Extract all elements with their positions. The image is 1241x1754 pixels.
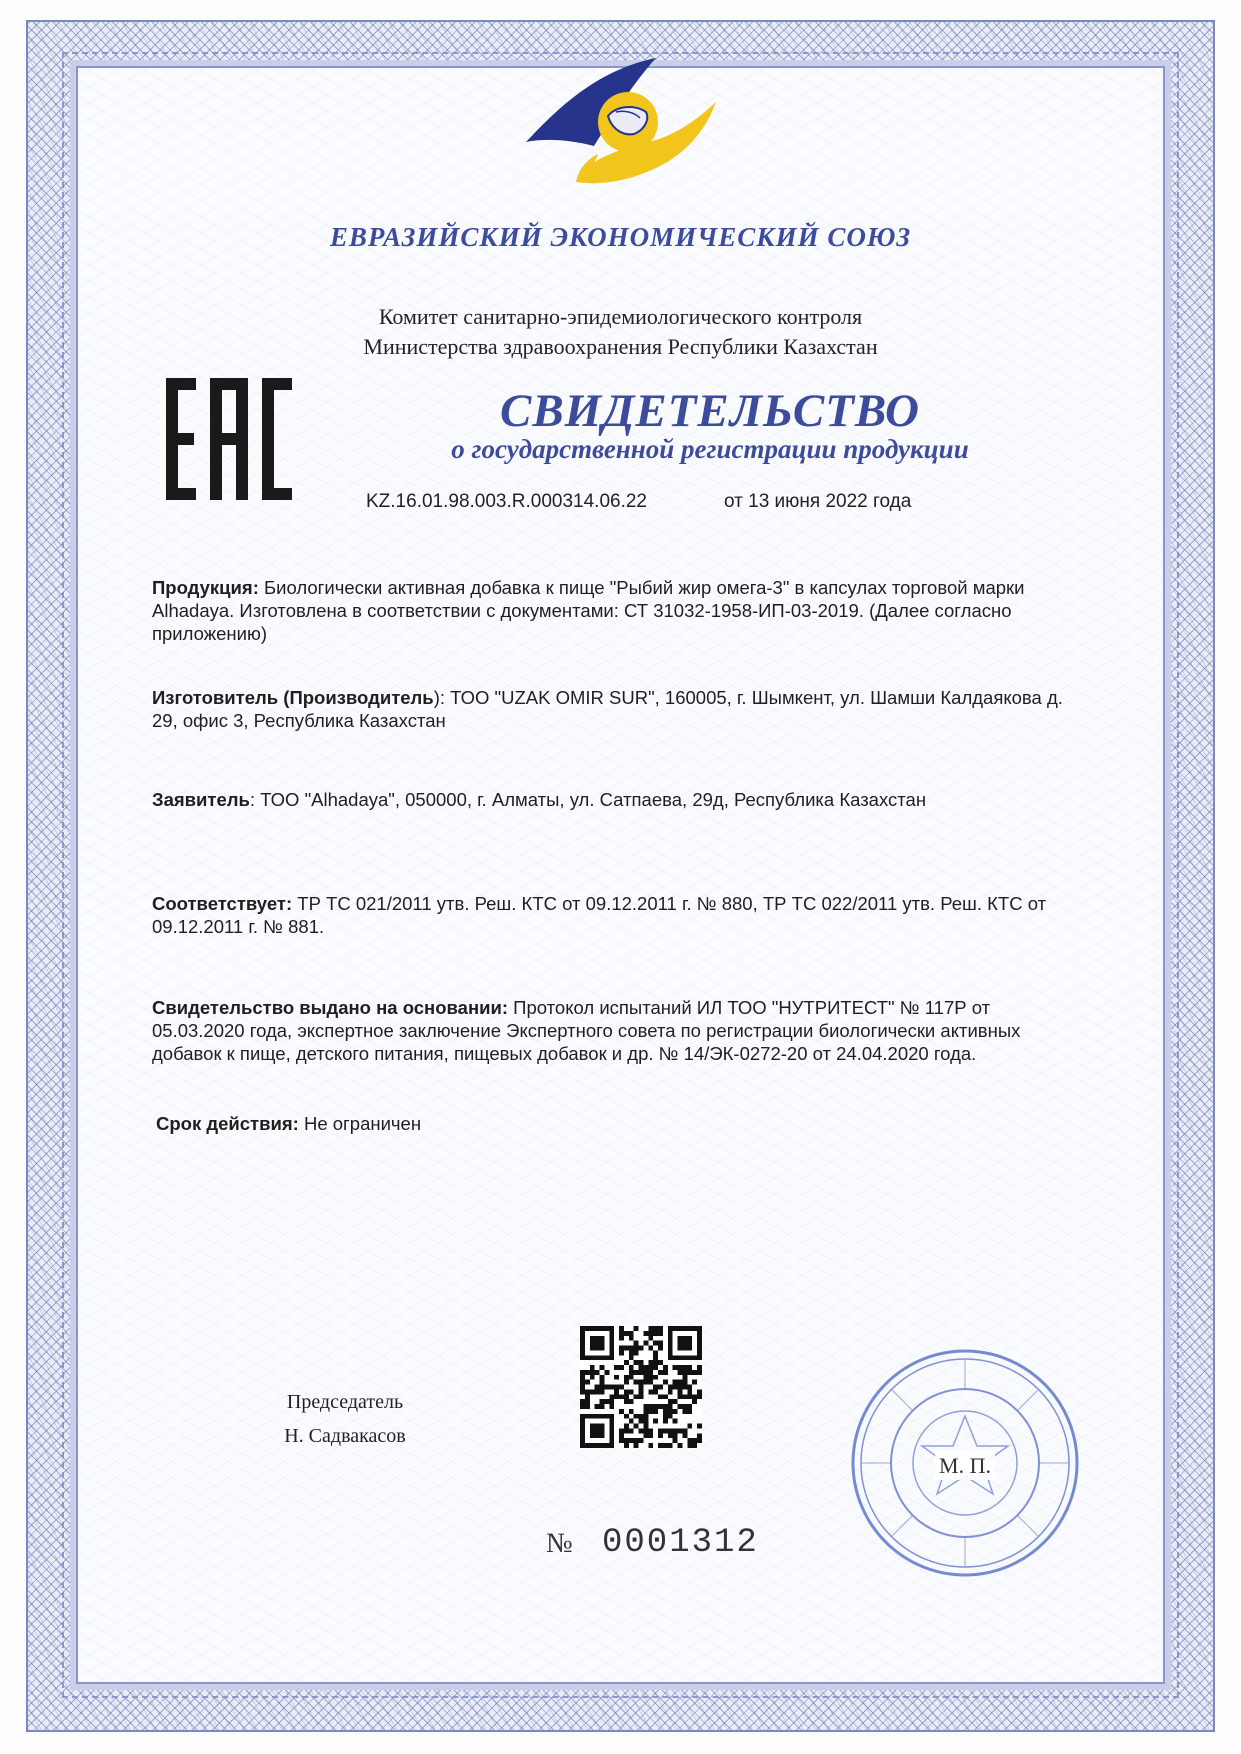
chairman-title: Председатель: [286, 1391, 404, 1413]
conforms-label: Соответствует:: [152, 893, 293, 914]
basis-text: Протокол испытаний ИЛ ТОО "НУТРИТЕСТ" № 117Р от 05.03.2020 года, экспертное заключение Экспертного совета по регистрации биологически активных добавок к пище, детского питания, пищевых добавок и др. № 14/ЭК-0272-20 от 24.04.2020 года.: [152, 997, 1021, 1064]
validity-text: Не ограничен: [303, 1113, 422, 1134]
eaeu-logo-icon: [516, 50, 726, 190]
basis-field: [152, 996, 1082, 1065]
chairman-block: [270, 1385, 420, 1453]
manufacturer-label-b: Производитель: [289, 687, 434, 708]
committee-name: [0, 302, 1241, 362]
eac-mark-icon: [166, 378, 292, 500]
registration-number: KZ.16.01.98.003.R.000314.06.22: [366, 491, 648, 512]
validity-field: [156, 1112, 1086, 1135]
certificate-subtitle: о государственной регистрации продукции: [451, 434, 969, 464]
official-seal-icon: [848, 1346, 1082, 1580]
conforms-field: [152, 892, 1082, 938]
manufacturer-label-c: ):: [433, 687, 445, 708]
manufacturer-field: [152, 686, 1082, 732]
applicant-field: [152, 788, 1082, 811]
serial-number: 0001312: [602, 1524, 759, 1562]
applicant-label: Заявитель: [152, 789, 250, 810]
committee-line-1: Комитет санитарно-эпидемиологического контроля: [378, 304, 863, 329]
seal-mp-text: М. П.: [939, 1453, 991, 1478]
registration-date: от 13 июня 2022 года: [724, 491, 912, 512]
chairman-name: Н. Садвакасов: [284, 1425, 406, 1447]
basis-label: Свидетельство выдано на основании:: [152, 997, 509, 1018]
product-field: [152, 576, 1082, 645]
manufacturer-label-a: Изготовитель (: [152, 687, 290, 708]
product-label: Продукция:: [152, 577, 259, 598]
product-text: Биологически активная добавка к пище "Рыбий жир омега-3" в капсулах торговой марки Alhadaya. Изготовлена в соответствии с документами: СТ 31032-1958-ИП-03-2019. (Далее согласно приложению): [152, 577, 1025, 644]
conforms-text: ТР ТС 021/2011 утв. Реш. КТС от 09.12.2011 г. № 880, ТР ТС 022/2011 утв. Реш. КТС от 09.12.2011 г. № 881.: [152, 893, 1047, 937]
validity-label: Срок действия:: [156, 1113, 299, 1134]
certificate-title: СВИДЕТЕЛЬСТВО: [499, 385, 920, 437]
committee-line-2: Министерства здравоохранения Республики Казахстан: [363, 334, 878, 359]
union-title: ЕВРАЗИЙСКИЙ ЭКОНОМИЧЕСКИЙ СОЮЗ: [329, 222, 912, 252]
qr-code-icon: [580, 1326, 702, 1448]
serial-sign: №: [546, 1528, 573, 1559]
manufacturer-text: ТОО "UZAK OMIR SUR", 160005, г. Шымкент, ул. Шамши Калдаякова д. 29, офис 3, Республика Казахстан: [152, 687, 1063, 731]
applicant-text: : ТОО "Alhadaya", 050000, г. Алматы, ул. Сатпаева, 29д, Республика Казахстан: [249, 789, 927, 810]
